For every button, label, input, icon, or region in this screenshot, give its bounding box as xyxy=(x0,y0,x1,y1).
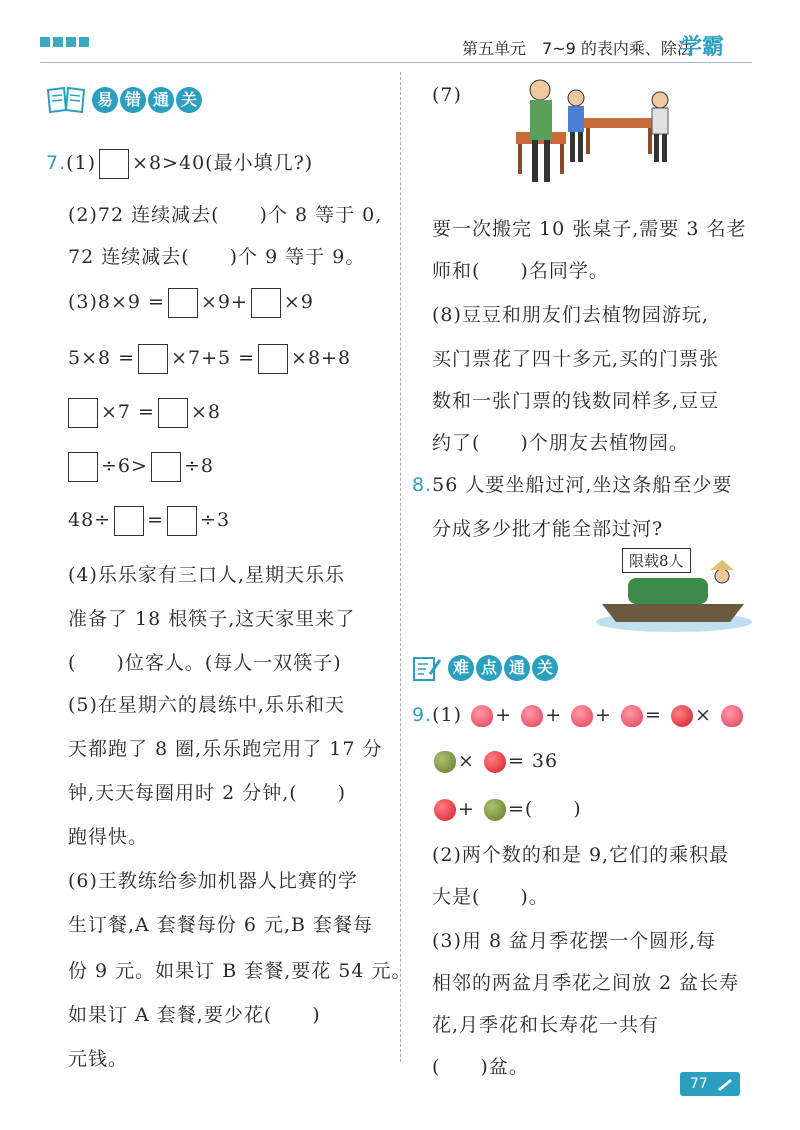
q7-part5-line2: 天都跑了 8 圈,乐乐跑完用了 17 分 xyxy=(68,738,383,760)
strawberry-icon xyxy=(621,705,643,727)
q9-part3-line4: ( )盆。 xyxy=(432,1056,529,1078)
q7-part5-line4: 跑得快。 xyxy=(68,826,149,848)
q7-part6-line3: 份 9 元。如果订 B 套餐,要花 54 元。 xyxy=(68,960,412,982)
q9-part1-row1: 9.(1) + + + = × xyxy=(412,704,745,727)
teachers-students-illustration xyxy=(510,76,690,196)
q7-part4-line1: (4)乐乐家有三口人,星期天乐乐 xyxy=(68,564,345,586)
q7-part3-row4: ÷6> ÷8 xyxy=(68,452,214,482)
apple-icon xyxy=(671,705,693,727)
q9-part3-line3: 花,月季花和长寿花一共有 xyxy=(432,1014,660,1036)
answer-box[interactable] xyxy=(168,288,198,318)
pear-icon xyxy=(434,751,456,773)
q7-part6-line2: 生订餐,A 套餐每份 6 元,B 套餐每 xyxy=(68,914,374,936)
answer-box[interactable] xyxy=(68,452,98,482)
q7-part6-line1: (6)王教练给参加机器人比赛的学 xyxy=(68,870,358,892)
answer-box[interactable] xyxy=(167,506,197,536)
section-easy xyxy=(46,84,204,116)
q7-part8-line2: 买门票花了四十多元,买的门票张 xyxy=(432,348,720,370)
book-icon xyxy=(46,86,86,114)
column-divider xyxy=(400,72,401,1062)
q8-line2: 分成多少批才能全部过河? xyxy=(432,518,664,540)
section-hard-title: 难 点 通 关 xyxy=(448,655,560,681)
answer-box[interactable] xyxy=(99,149,129,179)
unit-title: 第五单元 7~9 的表内乘、除法 xyxy=(462,39,693,58)
q7-part3-row5: 48÷ = ÷3 xyxy=(68,506,230,536)
q7-part4-line2: 准备了 18 根筷子,这天家里来了 xyxy=(68,608,356,630)
answer-box[interactable] xyxy=(151,452,181,482)
q7-part3-row3: ×7 = ×8 xyxy=(68,398,221,428)
q9-part1-row3: + =( ) xyxy=(432,794,582,821)
q7-part2-line2: 72 连续减去( )个 9 等于 9。 xyxy=(68,246,366,268)
q9-part2-line1: (2)两个数的和是 9,它们的乘积最 xyxy=(432,844,730,866)
q7-part8-line3: 数和一张门票的钱数同样多,豆豆 xyxy=(432,390,720,412)
q7-part6-line5: 元钱。 xyxy=(68,1048,129,1070)
strawberry-icon xyxy=(571,705,593,727)
answer-box[interactable] xyxy=(114,506,144,536)
answer-box[interactable] xyxy=(158,398,188,428)
strawberry-icon xyxy=(471,705,493,727)
boat-capacity-sign: 限载8人 xyxy=(622,548,691,573)
strawberry-icon xyxy=(721,705,743,727)
header-decoration xyxy=(40,32,92,51)
brand-logo: 学霸 xyxy=(680,35,725,60)
pencil-icon xyxy=(716,1077,734,1091)
q7-part3-row1: (3)8×9 = ×9+ ×9 xyxy=(68,288,314,318)
q7-part3-row2: 5×8 = ×7+5 = ×8+8 xyxy=(68,344,351,374)
strawberry-icon xyxy=(521,705,543,727)
q7-part5-line1: (5)在星期六的晨练中,乐乐和天 xyxy=(68,694,345,716)
q7-part7-line1: 要一次搬完 10 张桌子,需要 3 名老 xyxy=(432,218,747,240)
q7-part6-line4: 如果订 A 套餐,要少花( ) xyxy=(68,1004,321,1026)
q7-part7-line2: 师和( )名同学。 xyxy=(432,260,609,282)
q7-part2-line1: (2)72 连续减去( )个 8 等于 0, xyxy=(68,204,383,226)
q7-part1: 7.(1) ×8>40(最小填几?) xyxy=(46,148,313,179)
q9-part3-line1: (3)用 8 盆月季花摆一个圆形,每 xyxy=(432,930,717,952)
q7-part8-line1: (8)豆豆和朋友们去植物园游玩, xyxy=(432,304,709,326)
section-easy-title: 易 错 通 关 xyxy=(92,87,204,113)
q7-part7-label: (7) xyxy=(432,84,462,106)
q9-part1-row2: × = 36 xyxy=(432,750,558,773)
pencil-note-icon xyxy=(412,654,442,682)
apple-icon xyxy=(434,799,456,821)
q7-part8-line4: 约了( )个朋友去植物园。 xyxy=(432,432,689,454)
answer-box[interactable] xyxy=(258,344,288,374)
apple-icon xyxy=(484,751,506,773)
q9-part3-line2: 相邻的两盆月季花之间放 2 盆长寿 xyxy=(432,972,740,994)
answer-box[interactable] xyxy=(68,398,98,428)
page-number: 77 xyxy=(680,1072,740,1096)
answer-box[interactable] xyxy=(138,344,168,374)
pear-icon xyxy=(484,799,506,821)
q7-part4-line3: ( )位客人。(每人一双筷子) xyxy=(68,652,342,674)
section-hard xyxy=(412,652,560,684)
answer-box[interactable] xyxy=(251,288,281,318)
q9-part2-line2: 大是( )。 xyxy=(432,886,549,908)
q8-line1: 8.56 人要坐船过河,坐这条船至少要 xyxy=(412,474,733,496)
q7-part5-line3: 钟,天天每圈用时 2 分钟,( ) xyxy=(68,782,347,804)
header-rule xyxy=(40,62,752,63)
